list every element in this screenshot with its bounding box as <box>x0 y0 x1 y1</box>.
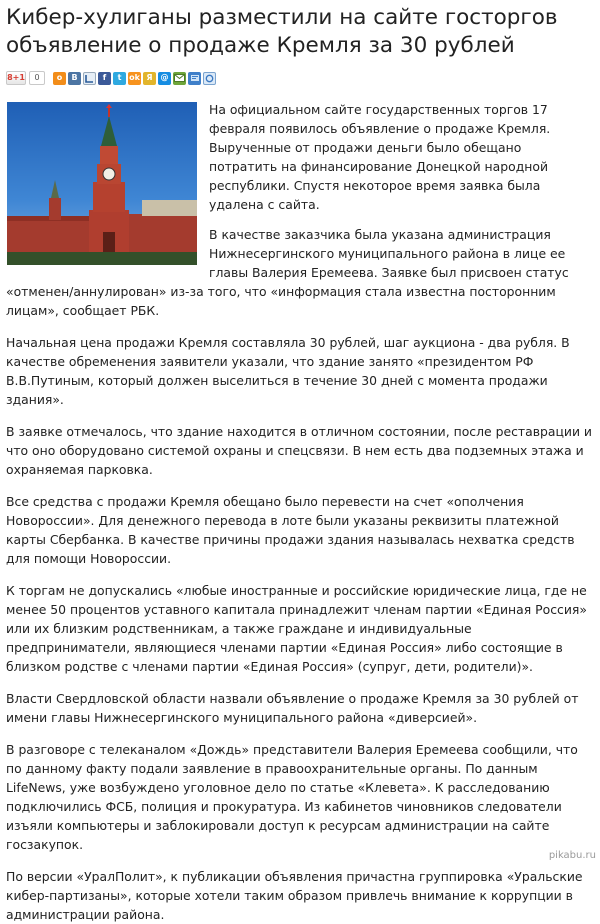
google-plus-count: 0 <box>29 71 45 85</box>
bookmark-icon[interactable] <box>188 72 201 85</box>
yandex-icon[interactable]: Я <box>143 72 156 85</box>
odnoklassniki-icon[interactable]: ok <box>128 72 141 85</box>
twitter-icon[interactable]: t <box>113 72 126 85</box>
article-body <box>6 100 592 924</box>
article <box>0 4 600 924</box>
paragraph: В разговоре с телеканалом «Дождь» представители Валерия Еремеева сообщили, что по данному факту подали заявление в правоохранительные органы. По данным LifeNews, уже возбуждено уголовное дело по статье «Клевета». К расследованию подключились ФСБ, полиция и прокуратура. Из кабинетов чиновников следователи изъяли компьютеры и заблокировали доступ к ресурсам администрации на сайте госзакупок. <box>6 742 578 852</box>
google-plus-button[interactable]: 8+1 <box>6 71 26 85</box>
paragraph: В заявке отмечалось, что здание находится в отличном состоянии, после реставрации и что оно оборудовано системой охраны и спецсвязи. В нем есть два подземных этажа и охраняемая парковка. <box>6 424 592 477</box>
mailru-icon[interactable]: @ <box>158 72 171 85</box>
paragraph: По версии «УралПолит», к публикации объявления причастна группировка «Уральские кибер-партизаны», которые хотели таким образом привлечь внимание к коррупции в администрации района. <box>6 869 583 922</box>
paragraph: Начальная цена продажи Кремля составляла 30 рублей, шаг аукциона - два рубля. В качестве обременения заявители указали, что здание занято «президентом РФ В.В.Путиным, который должен выселиться в течение 30 дней с момента продажи здания». <box>6 335 570 407</box>
odnoklassniki-icon[interactable]: о <box>53 72 66 85</box>
article-title: Кибер-хулиганы разместили на сайте госторгов объявление о продаже Кремля за 30 рублей <box>6 5 558 58</box>
email-icon[interactable] <box>173 72 186 85</box>
links-icon[interactable] <box>203 72 216 85</box>
kremlin-photo <box>7 102 197 265</box>
paragraph: Все средства с продажи Кремля обещано было перевести на счет «ополчения Новороссии». Для денежного перевода в лоте были указаны реквизиты платежной карты Сбербанка. В качестве причины продажи здания называлась нехватка средств для помощи Новороссии. <box>6 494 575 566</box>
share-bar <box>6 70 592 86</box>
livejournal-icon[interactable] <box>83 72 96 85</box>
watermark: pikabu.ru <box>548 850 596 861</box>
paragraph: Власти Свердловской области назвали объявление о продаже Кремля за 30 рублей от имени главы Нижнесергинского муниципального района «диверсией». <box>6 691 579 725</box>
paragraph: К торгам не допускались «любые иностранные и российские юридические лица, где не менее 50 процентов уставного капитала принадлежит членам партии «Единая Россия» или их близким родственникам, а также граждане и индивидуальные предприниматели, являющиеся членами партии «Единая Россия» либо состоящие в близком родстве с членами партии «Единая Россия» (супруг, дети, родители)». <box>6 583 587 674</box>
facebook-icon[interactable]: f <box>98 72 111 85</box>
vkontakte-icon[interactable]: В <box>68 72 81 85</box>
paragraph: На официальном сайте государственных торгов 17 февраля появилось объявление о продаже Кремля. Вырученные от продажи деньги было обещано потратить на финансирование Донецкой народной республики. Спустя некоторое время заявка была удалена с сайта. <box>209 102 551 212</box>
paragraph: В качестве заказчика была указана администрация Нижнесергинского муниципального района в лице ее главы Валерия Еремеева. Заявке был присвоен статус «отменен/аннулирован» из-за того, что «информация стала известна посторонним лицам», сообщает РБК. <box>6 227 569 318</box>
